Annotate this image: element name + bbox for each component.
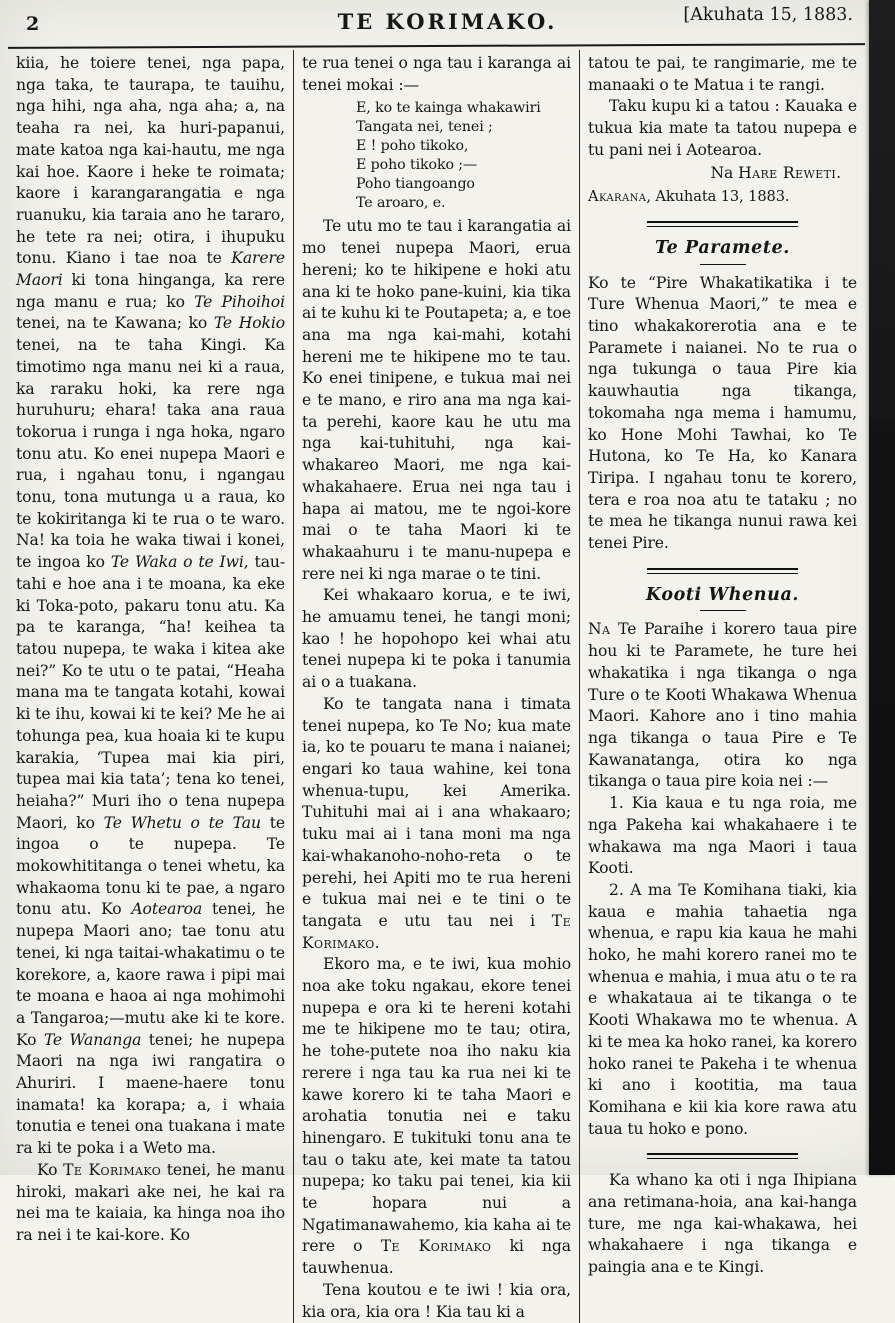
- signature: Na Hare Reweti.: [710, 163, 841, 182]
- paragraph: Ekoro ma, e te iwi, kua mohio noa ake toku ngakau, ekore tenei nupepa e ora ki te hereni kotahi me te hikipene mo te tau; otira, he tohe-putete noa iho naku kia rerere i nga tau ka rua nei ki te kawe korero ki te taha Maori e arohatia tonutia nei e taku hinengaro. E tukituki tonu ana te tau o taku ate, kei mate ta tatou nupepa; ko taku pai tenei, kia kii te hopara nui a Ngatimanawahemo, kia kaha ai te rere o Te Korimako ki nga tauwhenua.: [302, 955, 571, 1278]
- dateline: Akarana, Akuhata 13, 1883.: [588, 188, 790, 206]
- paragraph: 1. Kia kaua e tu nga roia, me nga Pakeha kai whakahaere i te whakawa ma nga Maori i taua Kooti.: [588, 794, 857, 878]
- paragraph: Te utu mo te tau i karangatia ai mo tenei nupepa Maori, erua hereni; ko te hikipene e hoki atu ana ki te hoko pane-kuini, kia tika ai te kuhu ki te Poutapeta; a, e toe ana ma nga kai-mahi, kotahi hereni me te hikipene mo te tau. Ko enei tinipene, e tukua mai nei e te mano, e riro ana ma nga kai-ta perehi, kaore kau he utu ma nga kai-tuhituhi, nga kai-whakareo Maori, me nga kai-whakahaere. Erua nei nga tau i hapa ai matou, me te ngoi-kore mai o te taha Maori ki te whakaahuru i te manu-nupepa e rere nei ki nga marae o te tini.: [302, 217, 571, 583]
- column-1: [8, 50, 293, 1323]
- paragraph: Tena koutou e te iwi ! kia ora, kia ora, kia ora ! Kia tau ki a: [302, 1280, 571, 1321]
- article-columns: [8, 50, 865, 1323]
- paragraph: kiia, he toiere tenei, nga papa, nga taka, te taurapa, te tauihu, nga hihi, nga aha, nga aha; a, na teaha ra nei, ka huri-papanui, mate katoa nga kai-hautu, me nga kai hoe. Kaore i heke te roimata; kaore i karangarangatia e nga ruanuku, kia taraia ano he tararo, he tete ra nei; otira, i ihupuku tonu. Kiano i tae noa te Karere Maori ki tona hinganga, ka rere nga manu e rua; ko Te Pihoihoi tenei, na te Kawana; ko Te Hokio tenei, na te taha Kingi. Ka timotimo nga manu nei ki a raua, ka raraku hoki, ka rere nga huruhuru; ehara! taka ana raua tokorua i runga i nga hoka, ngaro tonu atu. Ko enei nupepa Maori e rua, i ngahau tonu, i ngangau tonu, tona mutunga u a raua, ko te kokiritanga ki te rua o te waro. Na! ka toia he waka tiwai i konei, te ingoa ko Te Waka o te Iwi, tau-tahi e hoe ana i te moana, ka eke ki Toka-poto, pakaru tonu atu. Ka pa te karanga, “ha! keihea ta tatou nupepa, te waka i kitea ake nei?” Ko te utu o te patai, “Heaha mana ma te tangata kotahi, kowai ki te ihu, kowai ki te kei? Me he ai tohunga pea, kua hoaia ki te kupu karakia, ‘Tupea mai kia piri, tupea mai kia tata’; tena ko tenei, heiaha?” Muri iho o tena nupepa Maori, ko Te Whetu o te Tau te ingoa o te nupepa. Te mokowhititanga o tenei whetu, ka whakaoma tonu ki te pae, a ngaro tonu atu. Ko Aotearoa tenei, he nupepa Maori ano; tae tonu atu tenei, ki nga taitai-whakatimu o te korekore, a, kaore rawa i pipi mai te moana e haoa ai nga mohimohi a Tangaroa;—mutu ake ki te kore. Ko Te Wananga tenei; he nupepa Maori na nga iwi rangatira o Ahuriri. I maene-haere tonu inamata! ka korapa; a, i whaia tonutia e tenei ona tuakana i mate ra ki te poka i a Weto ma.: [16, 54, 286, 1158]
- scan-gutter-band: [869, 0, 895, 1175]
- paragraph: Kei whakaaro korua, e te iwi, he amuamu tenei, he tangi moni; kao ! he hopohopo kei whai atu tenei nupepa ki te poka i tanumia ai o a tuakana.: [302, 586, 571, 692]
- issue-date: [Akuhata 15, 1883.: [683, 5, 853, 25]
- paragraph: Ka whano ka oti i nga Ihipiana ana retimana-hoia, ana kai-hanga ture, me nga kai-whakawa, hei whakahaere i nga tikanga e paingia ana e te Kingi.: [588, 1171, 857, 1277]
- column-2: [293, 50, 579, 1323]
- paragraph: Ko te “Pire Whakatikatika i te Ture Whenua Maori,” te mea e tino whakakorerotia ana e te Paramete i naianei. No te rua o nga tukunga o taua Pire kia kauwhautia nga tikanga, tokomaha nga mema i hamumu, ko Hone Mohi Tawhai, ko Te Hutona, ko Te Ha, ko Kanara Tiripa. I ngahau tonu te korero, tera e roa noa atu te tataku ; no te mea he tikanga nunui rawa kei tenei Pire.: [588, 273, 857, 553]
- page-header: [0, 0, 895, 44]
- paragraph: te rua tenei o nga tau i karanga ai tenei mokai :—: [302, 54, 571, 94]
- masthead-title: TE KORIMAKO.: [337, 9, 558, 34]
- verse: E, ko te kainga whakawiri Tangata nei, tenei ; E ! poho tikoko, E poho tikoko ;— Poho tiangoango Te aroaro, e.: [356, 100, 541, 212]
- section-heading: Te Paramete.: [588, 238, 857, 265]
- separator-rule: [647, 568, 798, 574]
- column-3: [579, 50, 865, 1323]
- paragraph: Taku kupu ki a tatou : Kauaka e tukua kia mate ta tatou nupepa e tu pani nei i Aotearoa.: [588, 97, 857, 159]
- paragraph: Ko te tangata nana i timata tenei nupepa, ko Te No; kua mate ia, ko te pouaru te mana i naianei; engari ko taua wahine, kei tona whenua-tupu, kei Amerika. Tuhituhi mai ai i ana whakaaro; tuku mai ai i tana moni ma nga kai-whakanoho-noho-reta o te perehi, hei Apiti mo te rua hereni e tukua mai nei e te tini o te tangata e utu tau nei i Te Korimako.: [302, 694, 571, 952]
- separator-rule: [647, 1153, 798, 1159]
- paragraph: 2. A ma Te Komihana tiaki, kia kaua e mahia tahaetia nga whenua, e rapu kia kaua he mahi hoko, he mahi korero ranei mo te whenua e mahia, i mua atu o te ra e whakataua ai te tikanga o te Kooti Whakawa mo te whenua. A ki te mea ka hoko ranei, ka korero hoko ranei te Pakeha i te whenua ki ano i kootitia, ma taua Komihana e kii kia kore rawa atu taua tu hoko e pono.: [588, 880, 857, 1138]
- paragraph: tatou te pai, te rangimarie, me te manaaki o te Matua i te rangi.: [588, 54, 857, 94]
- paragraph: Ko Te Korimako tenei, he manu hiroki, makari ake nei, he kai ra nei ma te kaiaia, ka hinga noa iho ra nei i te kai-kore. Ko: [16, 1160, 285, 1244]
- paragraph: Na Te Paraihe i korero taua pire hou ki te Paramete, he ture hei whakatika i nga tikanga o nga Ture o te Kooti Whakawa Whenua Maori. Kahore ano i tino mahia nga tikanga o taua Pire e Te Kawanatanga, otira ko nga tikanga o taua pire koia nei :—: [588, 620, 857, 791]
- section-heading: Kooti Whenua.: [588, 585, 857, 612]
- page-number: 2: [26, 13, 40, 35]
- separator-rule: [647, 221, 798, 227]
